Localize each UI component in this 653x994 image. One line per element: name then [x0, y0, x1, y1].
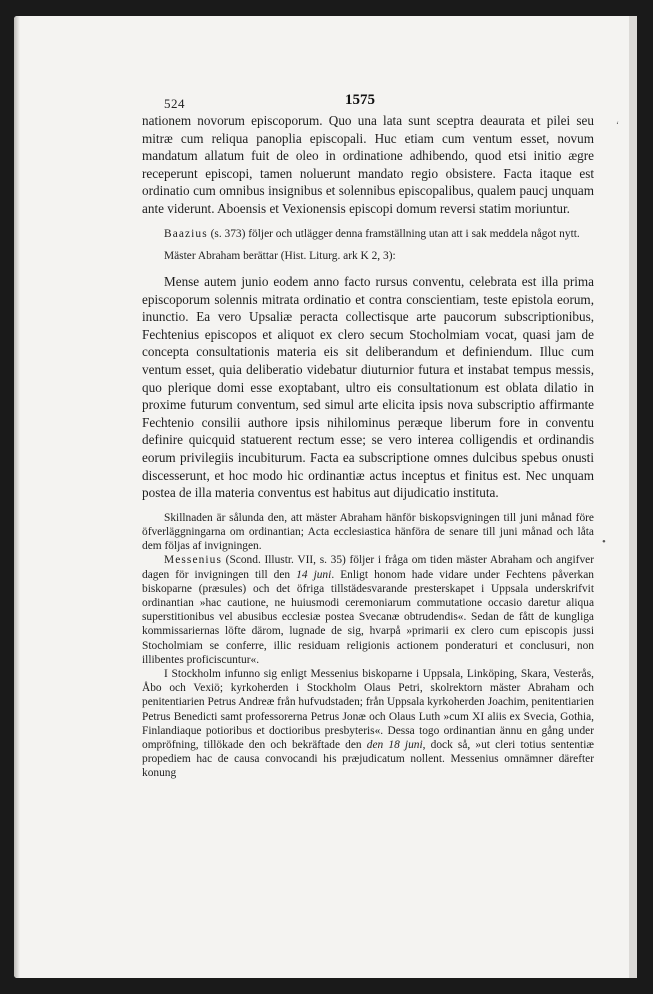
commentary-stockholm [142, 667, 594, 781]
book-page [14, 16, 637, 978]
margin-mark: ‘ [616, 120, 619, 130]
page-body [142, 112, 594, 781]
citation-abraham: Mäster Abraham berättar (Hist. Liturg. ark K 2, 3): [164, 249, 396, 262]
messenius-text-2: . Enligt honom hade vidare under Fechtens påverkan biskoparne (præsules) och det öfriga tillstädesvarande presterskapet i Uppsala underskrifvit ordinantian »hac cautione, ne huiusmodi ceremoniarum commutatione occasio daretur aliqua superstitionibus vel abusibus ecclesiæ postea Svecanæ obtrudendis«. Sedan de fått de kungliga kommissariernas löfte därom, lugnade de sig, hvarpå »primarii ex clero cum episcopis jussi Stocholmiam se conferre, illic residuam religionis actionem ponderaturi et conclusuri, non illibentes proficiscuntur«. [142, 568, 594, 666]
page-edge [629, 16, 637, 978]
page-number: 524 [164, 96, 185, 111]
latin-passage-2: Mense autem junio eodem anno facto rursus conventu, celebrata est illa prima episcoporum solennis mitrata ordinatio et contra conscientiam, teste epistola eorum, inunctio. Ea vero Upsaliæ peracta collectisque arte paucorum subscriptionibus, Fechtenius episcopos et aliquot ex clero secum Stocholmiam vocat, quasi jam de concepta consultationis materia eis sit deliberandum et definiendum. Illuc cum ventum esset, quia deliberatio videbatur diuturnior futura et instabat tempus messis, quo plerique domi esse exoptabant, ultro eis consultationum est oblata dilatio in proxime futurum conventum, sed simul arte elicita ipsis nova subscriptio affirmante Fechtenio consilii authore ipsis nihilominus peræque liberum fore in conventu definire quicquid statuerent rectum esse; se vero interea colligendis et ordinandis eorum privilegiis incubiturum. Facta ea subscriptione omnes dulcibus spebus onusti discesserunt, et hoc modo hic ordinantiæ actus inceptus et finitus est. Nec unquam postea de illa materia conventus est habitus aut dijudicatio instituta. [142, 273, 594, 501]
commentary-baazius [142, 227, 594, 241]
commentary-difference: Skillnaden är sålunda den, att mäster Abraham hänför biskopsvigningen till juni månad före öfverläggningarna om ordinantian; Acta ecclesiastica hänföra de senare till juni månad och låta dem följas af invigningen. [142, 511, 594, 553]
latin-passage-1: nationem novorum episcoporum. Quo una lata sunt sceptra deaurata et pilei seu mitræ cum reliqua panoplia episcopali. Huc etiam cum ventum esset, novum mandatum allatum fuit de oleo in ordinatione adhibendo, quod etsi initio ægre receperunt episcopi, tamen noluerunt mandato regio obsistere. Facta itaque est ordinatio cum omnibus insignibus et solennibus episcopalibus, qualem paucj unquam ante viderunt. Aboensis et Vexionensis episcopi domum reversi statim moriuntur. [142, 113, 594, 216]
author-name-messenius: Messenius [164, 554, 222, 567]
author-name-baazius: Baazius [164, 227, 208, 240]
commentary-baazius-text: (s. 373) följer och utlägger denna framställning utan att i sak meddela något nytt. [207, 227, 580, 240]
date-14-june: 14 juni [296, 568, 332, 581]
commentary-messenius [142, 553, 594, 667]
stockholm-text-2: , dock så, »ut cleri totius sententiæ propediem hac de causa convocandi his præjudicatum nollent. Messenius omnämner därefter konung [142, 738, 594, 780]
stockholm-text-1: I Stockholm infunno sig enligt Messenius biskoparne i Uppsala, Linköping, Skara, Vesterås, Åbo och Vexiö; kyrkoherden i Stockholm Olaus Petri, skolrektorn mäster Abraham och penitentiarien Petrus Andreæ från hufvudstaden; från Uppsala kyrkoherden Joachim, penitentiarien Petrus Benedicti samt professorerna Petrus Jonæ och Olaus Luth »cum XI aliis ex Svecia, Gothia, Finlandiaque potioribus et doctioribus presbyteris«. Dessa togo ordinantian ännu en gång under ompröfning, tillökade den och bekräftade den [142, 667, 594, 751]
margin-bullet: • [602, 536, 606, 548]
running-header [14, 92, 637, 112]
year-heading: 1575 [345, 92, 375, 108]
date-18-june: den 18 juni [366, 738, 423, 751]
messenius-text-1: (Scond. Illustr. VII, s. 35) följer i fråga om tiden mäster Abraham och angifver dagen för invigningen till den [142, 554, 594, 581]
page-gutter-shadow [14, 16, 20, 978]
